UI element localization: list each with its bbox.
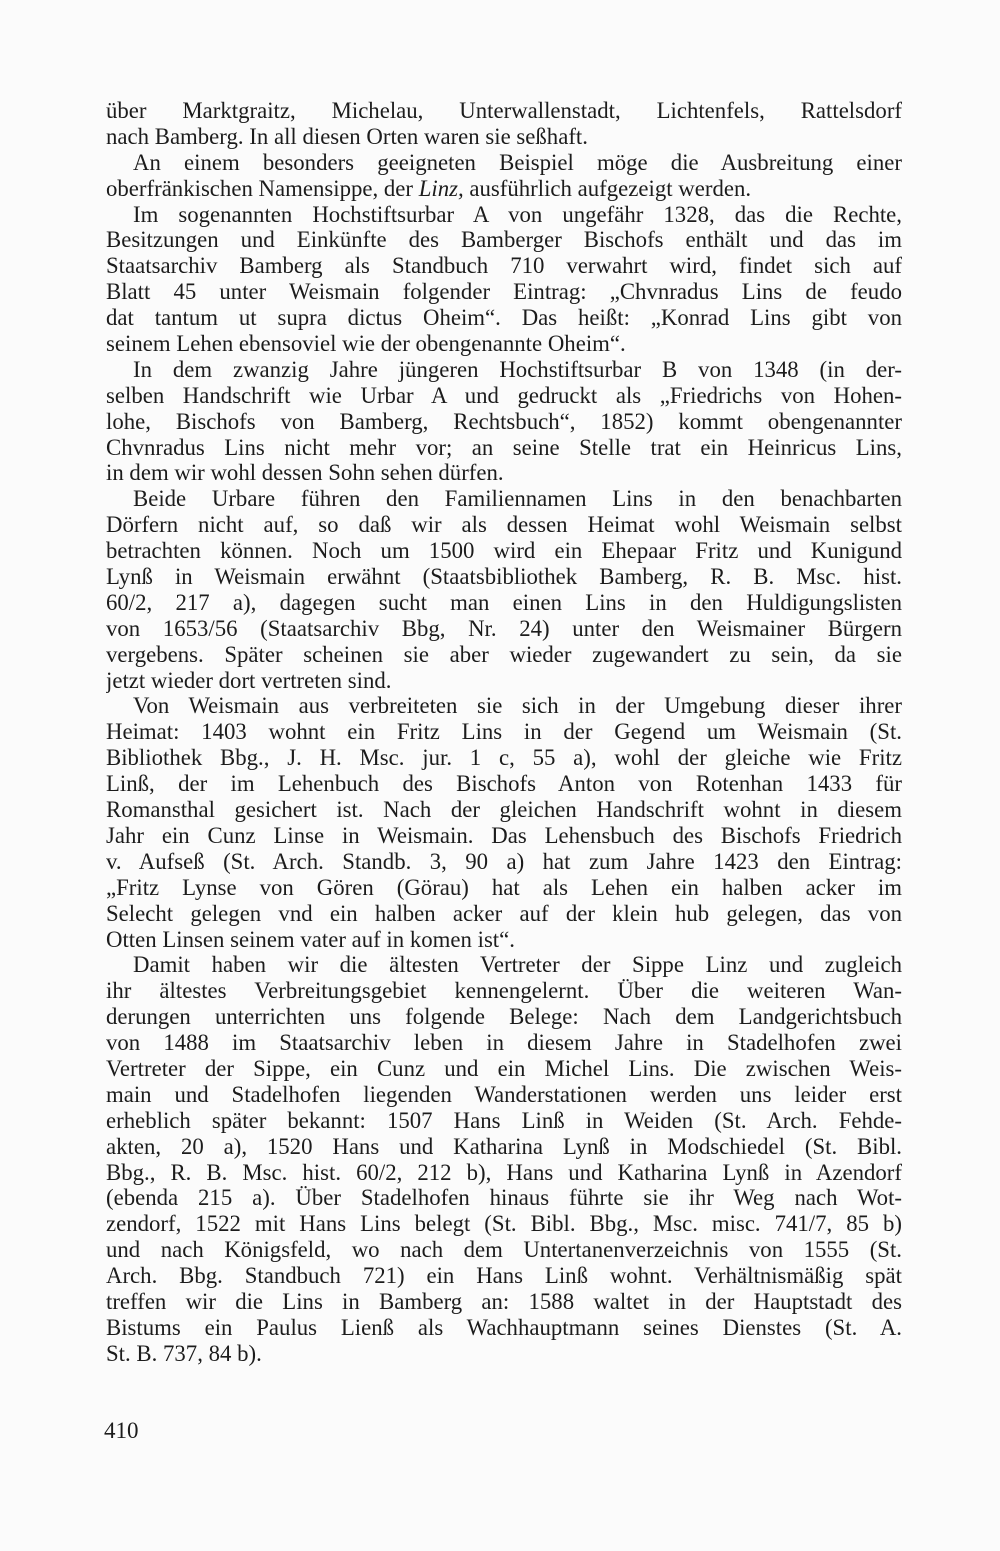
text-line: Jahr ein Cunz Linse in Weismain. Das Lehensbuch des Bischofs Friedrich [106, 822, 902, 848]
text-line: Vertreter der Sippe, ein Cunz und ein Michel Lins. Die zwischen Weis- [106, 1055, 902, 1081]
text-line: Romansthal gesichert ist. Nach der gleichen Handschrift wohnt in diesem [106, 797, 902, 823]
text-line: Arch. Bbg. Standbuch 721) ein Hans Linß wohnt. Verhältnismäßig spät [106, 1263, 902, 1289]
text-line: selben Handschrift wie Urbar A und gedruckt als „Friedrichs von Hohen- [106, 382, 902, 408]
text-line: derungen unterrichten uns folgende Belege: Nach dem Landgerichtsbuch [106, 1004, 902, 1030]
text-line: Blatt 45 unter Weismain folgender Eintrag: „Chvnradus Lins de feudo [106, 279, 902, 305]
text-line: „Fritz Lynse von Gören (Görau) hat als Lehen ein halben acker im [106, 874, 902, 900]
text-line: nach Bamberg. In all diesen Orten waren sie seßhaft. [106, 123, 588, 149]
text-segment: oberfränkischen Namensippe, der [106, 175, 419, 201]
text-line: Chvnradus Lins nicht mehr vor; an seine Stelle trat ein Heinricus Lins, [106, 434, 902, 460]
text-line: Linß, der im Lehenbuch des Bischofs Anton von Rotenhan 1433 für [106, 771, 902, 797]
text-segment: ausführlich aufgezeigt werden. [463, 175, 752, 201]
text-line: An einem besonders geeigneten Beispiel möge die Ausbreitung einer [133, 149, 902, 175]
text-line: Lynß in Weismain erwähnt (Staatsbibliothek Bamberg, R. B. Msc. hist. [106, 564, 902, 590]
text-line: In dem zwanzig Jahre jüngeren Hochstiftsurbar B von 1348 (in der- [133, 356, 902, 382]
text-line: vergebens. Später scheinen sie aber wieder zugewandert zu sein, da sie [106, 641, 902, 667]
text-line: seinem Lehen ebensoviel wie der obengenannte Oheim“. [106, 331, 626, 357]
text-line: Beide Urbare führen den Familiennamen Lins in den benachbarten [133, 486, 902, 512]
text-line: Bbg., R. B. Msc. hist. 60/2, 212 b), Hans und Katharina Lynß in Azendorf [106, 1159, 902, 1185]
text-line: jetzt wieder dort vertreten sind. [106, 667, 392, 693]
text-line: Heimat: 1403 wohnt ein Fritz Lins in der Gegend um Weismain (St. [106, 719, 902, 745]
italic-name: Linz, [418, 175, 464, 201]
text-line: treffen wir die Lins in Bamberg an: 1588 waltet in der Hauptstadt des [106, 1288, 902, 1314]
text-line: Damit haben wir die ältesten Vertreter der Sippe Linz und zugleich [133, 952, 902, 978]
text-line: v. Aufseß (St. Arch. Standb. 3, 90 a) hat zum Jahre 1423 den Eintrag: [106, 848, 902, 874]
text-line: dat tantum ut supra dictus Oheim“. Das heißt: „Konrad Lins gibt von [106, 305, 902, 331]
page-number: 410 [104, 1418, 139, 1443]
text-line: Im sogenannten Hochstiftsurbar A von ungefähr 1328, das die Rechte, [133, 201, 902, 227]
text-line: St. B. 737, 84 b). [106, 1340, 262, 1366]
text-line: Dörfern nicht auf, so daß wir als dessen Heimat wohl Weismain selbst [106, 512, 902, 538]
text-line: Bistums ein Paulus Lienß als Wachhauptmann seines Dienstes (St. A. [106, 1314, 902, 1340]
text-line: akten, 20 a), 1520 Hans und Katharina Lynß in Modschiedel (St. Bibl. [106, 1133, 902, 1159]
text-line: Selecht gelegen vnd ein halben acker auf der klein hub gelegen, das von [106, 900, 902, 926]
text-line: zendorf, 1522 mit Hans Lins belegt (St. Bibl. Bbg., Msc. misc. 741/7, 85 b) [106, 1211, 902, 1237]
text-line: ihr ältestes Verbreitungsgebiet kennengelernt. Über die weiteren Wan- [106, 978, 902, 1004]
text-line: main und Stadelhofen liegenden Wanderstationen werden uns leider erst [106, 1081, 902, 1107]
text-line: von 1653/56 (Staatsarchiv Bbg, Nr. 24) unter den Weismainer Bürgern [106, 615, 902, 641]
text-line: Bibliothek Bbg., J. H. Msc. jur. 1 c, 55 a), wohl der gleiche wie Fritz [106, 745, 902, 771]
text-line: Staatsarchiv Bamberg als Standbuch 710 verwahrt wird, findet sich auf [106, 253, 902, 279]
text-line: lohe, Bischofs von Bamberg, Rechtsbuch“, 1852) kommt obengenannter [106, 408, 902, 434]
text-line [106, 176, 902, 202]
text-line: in dem wir wohl dessen Sohn sehen dürfen. [106, 460, 504, 486]
text-line: und nach Königsfeld, wo nach dem Untertanenverzeichnis von 1555 (St. [106, 1237, 902, 1263]
text-line: (ebenda 215 a). Über Stadelhofen hinaus führte sie ihr Weg nach Wot- [106, 1185, 902, 1211]
text-line: von 1488 im Staatsarchiv leben in diesem Jahre in Stadelhofen zwei [106, 1030, 902, 1056]
text-line: Otten Linsen seinem vater auf in komen ist“. [106, 926, 515, 952]
body-text [106, 98, 902, 1367]
text-line: 60/2, 217 a), dagegen sucht man einen Lins in den Huldigungslisten [106, 589, 902, 615]
text-line: betrachten können. Noch um 1500 wird ein Ehepaar Fritz und Kunigund [106, 538, 902, 564]
text-line: erheblich später bekannt: 1507 Hans Linß in Weiden (St. Arch. Fehde- [106, 1107, 902, 1133]
text-line: Von Weismain aus verbreiteten sie sich in der Umgebung dieser ihrer [133, 693, 902, 719]
text-line: über Marktgraitz, Michelau, Unterwallenstadt, Lichtenfels, Rattelsdorf [106, 98, 902, 123]
text-line: Besitzungen und Einkünfte des Bamberger Bischofs enthält und das im [106, 227, 902, 253]
